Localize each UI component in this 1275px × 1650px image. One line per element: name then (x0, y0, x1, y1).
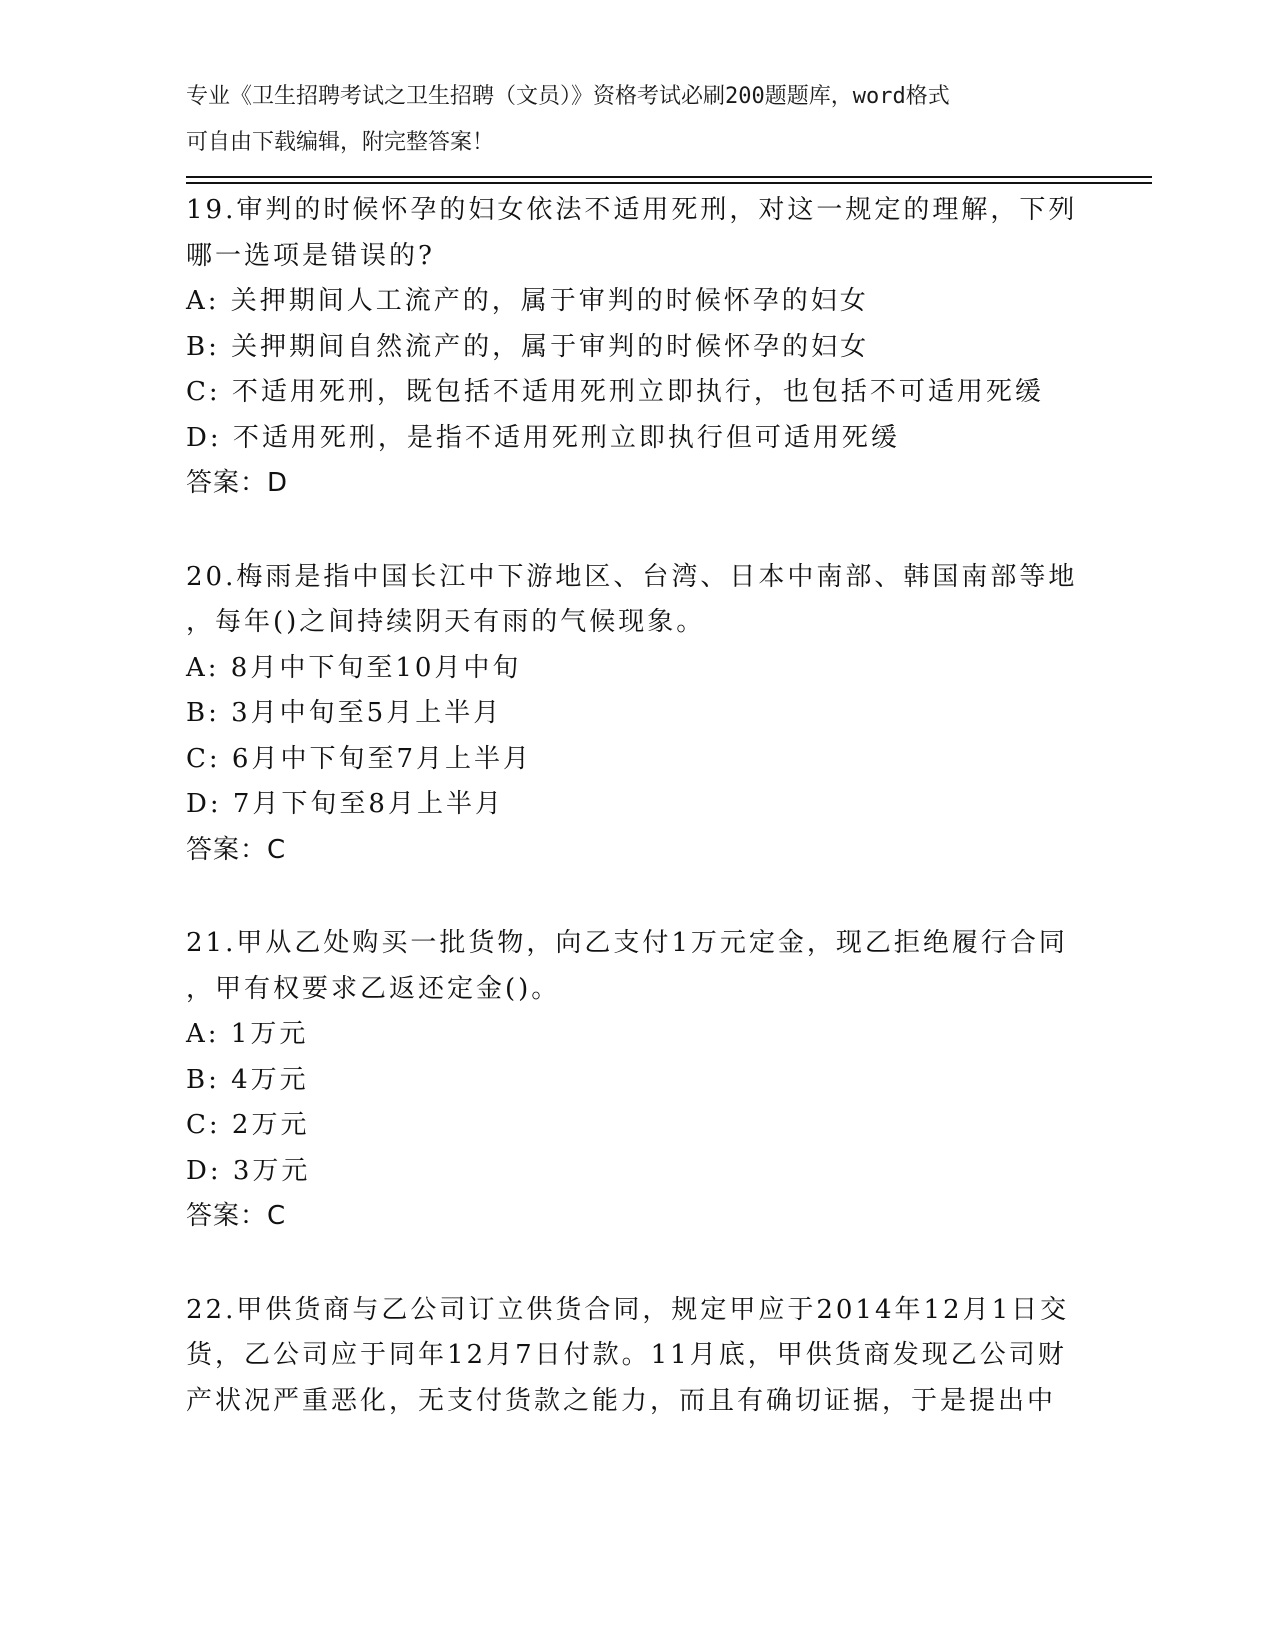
question-stem: 22.甲供货商与乙公司订立供货合同，规定甲应于2014年12月1日交 (186, 1294, 1070, 1325)
option-a: A: 1万元 (186, 1019, 309, 1049)
question-21 (186, 921, 1086, 1240)
option-d: D: 不适用死刑，是指不适用死刑立即执行但可适用死缓 (186, 422, 900, 453)
question-20 (186, 555, 1086, 874)
question-stem: 20.梅雨是指中国长江中下游地区、台湾、日本中南部、韩国南部等地 (186, 561, 1078, 592)
answer: 答案：C (186, 834, 287, 865)
option-c: C: 6月中下旬至7月上半月 (186, 743, 533, 774)
question-stem: 19.审判的时候怀孕的妇女依法不适用死刑，对这一规定的理解，下列 (186, 195, 1078, 225)
question-stem: ，甲有权要求乙返还定金()。 (186, 973, 561, 1004)
question-list (186, 188, 1086, 1424)
option-b: B: 4万元 (186, 1064, 309, 1095)
option-c: C: 2万元 (186, 1110, 310, 1140)
document-header (186, 74, 1066, 165)
header-line-2: 可自由下载编辑，附完整答案！ (186, 129, 495, 155)
option-b: B: 关押期间自然流产的，属于审判的时候怀孕的妇女 (186, 331, 870, 362)
answer: 答案：C (186, 1201, 287, 1231)
option-a: A: 关押期间人工流产的，属于审判的时候怀孕的妇女 (186, 286, 869, 316)
question-stem: ，每年()之间持续阴天有雨的气候现象。 (186, 607, 706, 637)
question-stem: 21.甲从乙处购买一批货物，向乙支付1万元定金，现乙拒绝履行合同 (186, 928, 1068, 958)
option-a: A: 8月中下旬至10月中旬 (186, 652, 522, 683)
option-d: D: 3万元 (186, 1155, 311, 1186)
option-b: B: 3月中旬至5月上半月 (186, 698, 503, 728)
question-stem: 产状况严重恶化，无支付货款之能力，而且有确切证据，于是提出中 (186, 1385, 1057, 1416)
option-c: C: 不适用死刑，既包括不适用死刑立即执行，也包括不可适用死缓 (186, 377, 1044, 407)
header-line-1: 专业《卫生招聘考试之卫生招聘（文员）》资格考试必刷200题题库，word格式 (186, 84, 950, 109)
header-divider-bottom (186, 182, 1152, 184)
option-d: D: 7月下旬至8月上半月 (186, 789, 504, 819)
question-stem: 哪一选项是错误的? (186, 240, 435, 271)
answer: 答案：D (186, 468, 289, 498)
question-19 (186, 188, 1086, 507)
question-stem: 货，乙公司应于同年12月7日付款。11月底，甲供货商发现乙公司财 (186, 1340, 1067, 1370)
question-22 (186, 1288, 1086, 1425)
header-divider-top (186, 176, 1152, 178)
